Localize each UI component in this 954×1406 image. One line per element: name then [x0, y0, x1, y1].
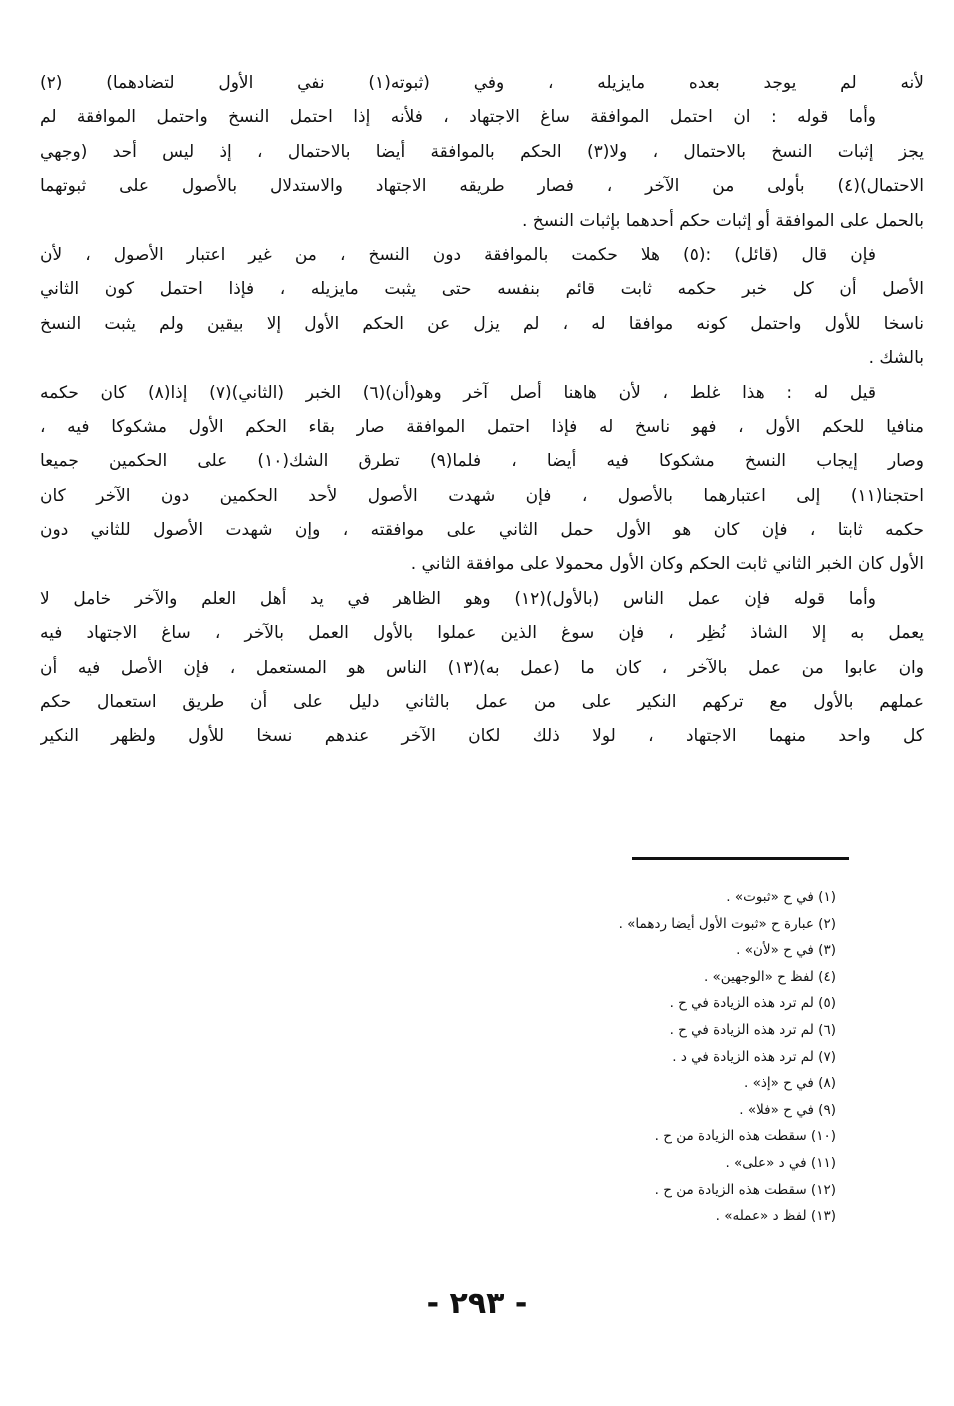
body-line: يعمل به إلا الشاذ نُظِر ، فإن سوغ الذين عملوا بالأول العمل بالآخر ، ساغ الاجتهاد فيه: [40, 623, 924, 644]
footnote: (١٣) لفظ د «عمله» .: [715, 1208, 836, 1225]
footnote: (١١) في د «على» .: [725, 1154, 836, 1171]
body-line: لأنه لم يوجد بعده مايزيله ، وفي (ثبوته(١) نفي الأول لتضادهما) (٢): [40, 73, 924, 93]
body-line: احتجنا(١١) إلى اعتبارهما بالأصول ، فإن شهدت الأصول لأحد الحكمين دون الآخر كان: [40, 485, 924, 506]
footnote: (٨) في ح «إذ» .: [744, 1075, 836, 1092]
footnote: (١٢) سقطت هذه الزيادة من ح .: [654, 1181, 836, 1198]
body-line: الأول كان الخبر الثاني ثابت الحكم وكان الأول محمولا على موافقة الثاني .: [410, 554, 924, 575]
footnote-separator: [632, 857, 849, 860]
body-line: عملهم بالأول مع تركهم النكير على من عمل بالثاني دليل على أن طريق استعمال حكم: [40, 692, 924, 713]
footnote: (٣) في ح «لأن» .: [736, 942, 836, 959]
body-line: بالشك .: [868, 348, 924, 369]
body-line: حكمه ثابتا ، فإن كان هو الأول حمل الثاني على موافقته ، وإن شهدت الأصول للثاني دون: [40, 520, 924, 541]
body-line: وأما قوله : ان احتمل الموافقة ساغ الاجتهاد ، فلأنه إذا احتمل النسخ واحتمل الموافقة لم: [40, 107, 876, 128]
footnote: (٤) لفظ ح «الوجهين» .: [703, 968, 836, 985]
body-line: وان عابوا من عمل بالآخر ، كان ما (عمل به)(١٣) الناس هو المستعمل ، فإن الأصل فيه أن: [40, 657, 924, 678]
body-line: قيل له : هذا غلط ، لأن هاهنا أصل آخر وهو(أن)(٦) الخبر (الثاني)(٧) إذا(٨) كان حكمه: [40, 382, 877, 403]
body-line: ناسخا للأول واحتمل كونه موافقا له ، لم يزل عن الحكم الأول إلا بيقين ولم يثبت النسخ: [40, 313, 924, 334]
footnote: (٥) لم ترد هذه الزيادة في ح .: [669, 995, 836, 1012]
body-line: الاحتمال)(٤) بأولى من الآخر ، فصار طريقه الاجتهاد والاستدلال بالأصول على ثبوتهما: [40, 176, 924, 197]
footnotes: [136, 884, 836, 1230]
footnote: (٩) في ح «فلا» .: [739, 1101, 836, 1118]
body-line: بالحمل على الموافقة أو إثبات حكم أحدهما بإثبات النسخ .: [522, 210, 924, 231]
footnote: (١) في ح «ثبوت» .: [726, 889, 836, 905]
body-line: يجز إثبات النسخ بالاحتمال ، ولا(٣) الحكم بالموافقة أيضا بالاحتمال ، إذ ليس أحد (وجهي: [40, 141, 924, 162]
body-line: وصار إيجاب النسخ مشكوكا فيه أيضا ، فلما(٩) تطرق الشك(١٠) على الحكمين جميعا: [40, 451, 924, 472]
footnote: (٦) لم ترد هذه الزيادة في ح .: [669, 1021, 836, 1038]
body-line: كل واحد منهما الاجتهاد ، لولا ذلك لكان الآخر عندهم نسخا للأول ولظهر النكير: [40, 726, 924, 747]
body-line: الأصل أن كل خبر حكمه ثابت قائم بنفسه حتى يثبت مايزيله ، فإذا احتمل كون الثاني: [40, 279, 924, 300]
body-line: منافيا للحكم الأول ، فهو ناسخ له فإذا احتمل الموافقة صار بقاء الحكم الأول مشكوكا فيه ،: [40, 416, 924, 437]
footnote: (١٠) سقطت هذه الزيادة من ح .: [654, 1128, 836, 1145]
page-number: - ٢٩٣ -: [426, 1286, 528, 1321]
body-line: فإن قال (قائل) :(٥) هلا حكمت بالموافقة دون النسخ ، من غير اعتبار الأصول ، لأن: [40, 244, 876, 265]
body-line: وأما قوله فإن عمل الناس (بالأول)(١٢) وهو الظاهر في يد أهل العلم والآخر خامل لا: [40, 588, 876, 609]
body-text: [40, 66, 924, 754]
footnote: (٧) لم ترد هذه الزيادة في د .: [672, 1048, 836, 1065]
footnote: (٢) عبارة ح «ثبوت الأول أيضا ردهما» .: [618, 915, 836, 932]
